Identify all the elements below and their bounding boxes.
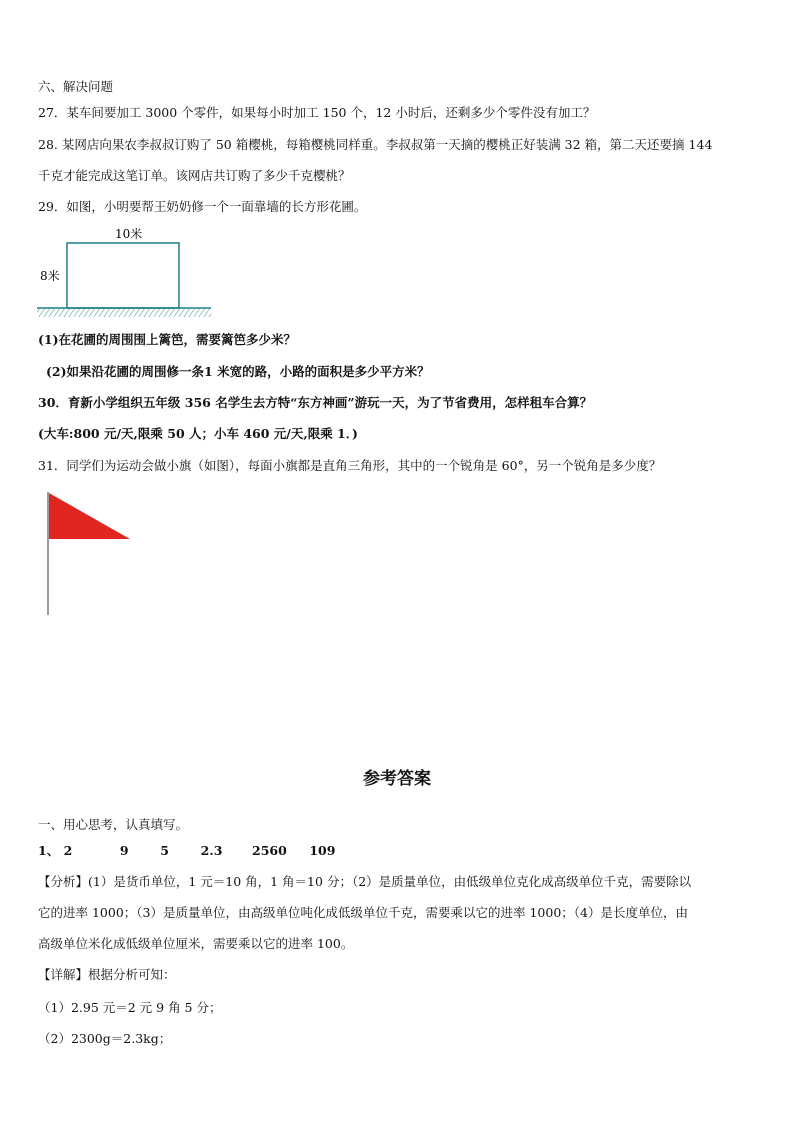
question-30-line2: (大车:800 元/天,限乘 50 人；小车 460 元/天,限乘 1．) [38, 426, 358, 441]
width-label: 10米 [115, 227, 143, 241]
analysis-line3: 高级单位米化成低级单位厘米，需要乘以它的进率 100。 [38, 936, 354, 951]
answers-section-1: 一、用心思考，认真填写。 [38, 817, 189, 832]
analysis-line2: 它的进率 1000；（3）是质量单位，由高级单位吨化成低级单位千克，需要乘以它的进率 1000；（4）是长度单位，由 [38, 905, 688, 920]
wall-hatching [37, 309, 211, 317]
question-28-line2: 千克才能完成这笔订单。该网店共订购了多少千克樱桃？ [38, 168, 351, 183]
detail-line-2: （2）2300g＝2.3kg； [38, 1031, 172, 1046]
flag-figure [40, 488, 140, 618]
answer-value: 9 [119, 843, 129, 858]
flag-triangle [49, 493, 130, 539]
question-29-sub1: (1)在花圃的周围围上篱笆，需要篱笆多少米？ [38, 332, 297, 347]
answer-value: 2560 [252, 843, 287, 858]
height-label: 8米 [40, 269, 60, 283]
answer-item-1-number: 1、 [38, 843, 60, 858]
answer-value: 2 [63, 843, 73, 858]
answer-value: 5 [160, 843, 169, 858]
question-30-line1: 30．育新小学组织五年级 356 名学生去方特“东方神画”游玩一天，为了节省费用，怎样租车合算？ [38, 395, 593, 410]
detail-line-1: （1）2.95 元＝2 元 9 角 5 分； [38, 1000, 222, 1015]
question-28-line1: 28. 某网店向果农李叔叔订购了 50 箱樱桃，每箱樱桃同样重。李叔叔第一天摘的樱桃正好装满 32 箱，第二天还要摘 144 [38, 137, 713, 152]
answer-item-1 [38, 843, 349, 859]
question-29-sub2: (2)如果沿花圃的周围修一条1 米宽的路，小路的面积是多少平方米？ [46, 364, 430, 379]
section-heading: 六、解决问题 [38, 79, 114, 94]
garden-rectangle [67, 243, 179, 308]
answer-value: 109 [309, 843, 336, 858]
answer-value: 2.3 [200, 843, 223, 858]
question-29: 29．如图，小明要帮王奶奶修一个一面靠墙的长方形花圃。 [38, 199, 367, 214]
analysis-line1: 【分析】(1）是货币单位，1 元＝10 角，1 角＝10 分；（2）是质量单位，由低级单位克化成高级单位千克，需要除以 [38, 874, 692, 889]
question-31: 31．同学们为运动会做小旗（如图），每面小旗都是直角三角形，其中的一个锐角是 60°，另一个锐角是多少度？ [38, 458, 662, 473]
question-27: 27．某车间要加工 3000 个零件，如果每小时加工 150 个，12 小时后，还剩多少个零件没有加工？ [38, 105, 596, 120]
detail-heading: 【详解】根据分析可知： [38, 967, 176, 982]
answers-title: 参考答案 [363, 769, 431, 789]
garden-diagram [30, 222, 220, 322]
